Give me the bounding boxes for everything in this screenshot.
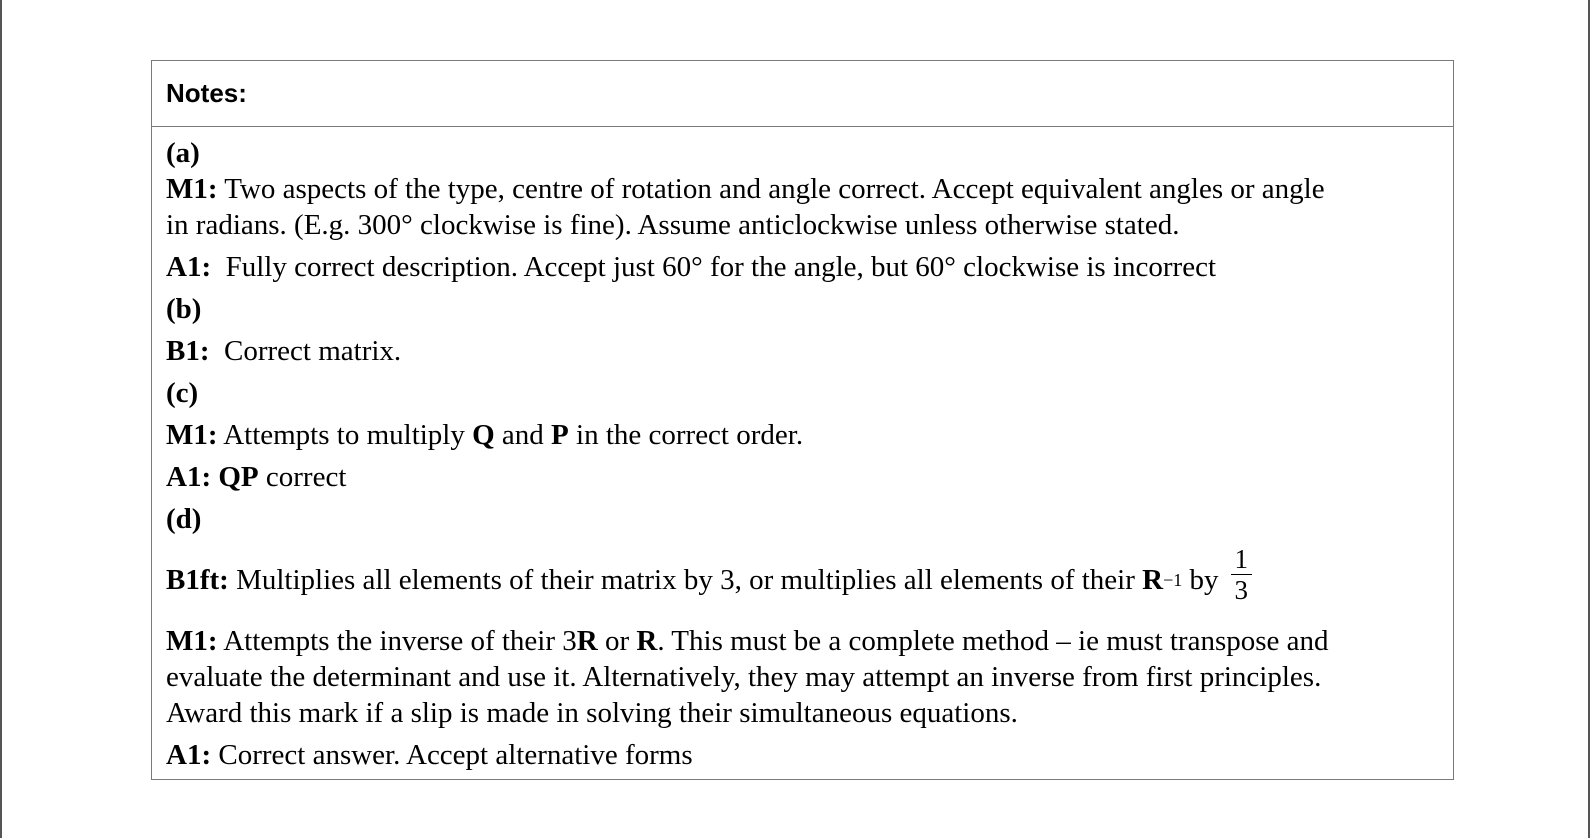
matrix-r: R (576, 625, 598, 657)
note-text: Correct answer. Accept alternative forms (218, 739, 693, 771)
part-b-label: (b) (166, 293, 202, 325)
mark-code: M1: (166, 625, 218, 657)
note-text: Correct matrix. (224, 335, 402, 367)
part-c-m1 (166, 417, 1439, 453)
note-text: Multiplies all elements of their matrix by 3, or multiplies all elements of their (236, 564, 1135, 596)
note-text: correct (265, 461, 347, 493)
part-c-a1 (166, 459, 1439, 495)
mark-code: A1: (166, 251, 212, 283)
note-text: and (501, 419, 544, 451)
note-text: Two aspects of the type, centre of rotation and angle correct. Accept equivalent angles or angle (224, 173, 1325, 205)
mark-code: A1: (166, 739, 212, 771)
mark-code: A1: (166, 461, 212, 493)
page-edge-left (0, 0, 2, 838)
note-text: Attempts to multiply (223, 419, 465, 451)
part-b-b1 (166, 333, 1439, 369)
part-a-m1 (166, 171, 1439, 207)
notes-table (151, 60, 1454, 780)
mark-code: B1ft: (166, 564, 229, 596)
part-a-m1-cont: in radians. (E.g. 300° clockwise is fine). Assume anticlockwise unless otherwise stated. (166, 209, 1180, 241)
fraction-one-third (1231, 544, 1253, 605)
notes-body (152, 127, 1453, 779)
fraction-denominator: 3 (1234, 574, 1248, 605)
part-d-m1-cont-1: evaluate the determinant and use it. Alternatively, they may attempt an inverse from first principles. (166, 661, 1322, 693)
part-d-label: (d) (166, 503, 202, 535)
part-d-a1 (166, 737, 1439, 773)
matrix-r: R (1142, 564, 1164, 596)
note-text: Fully correct description. Accept just 60° for the angle, but 60° clockwise is incorrect (225, 251, 1216, 283)
mark-code: B1: (166, 335, 210, 367)
note-text: by (1189, 564, 1219, 596)
matrix-r: R (636, 625, 658, 657)
part-d-b1ft: B1ft: Multiplies all elements of their matrix by 3, or multiplies all elements of their R −1 by $\frac{1}{3}$ (166, 543, 1439, 617)
matrix-p: P (551, 419, 569, 451)
matrix-q: Q (472, 419, 495, 451)
note-text: or (604, 625, 630, 657)
part-a-a1 (166, 249, 1439, 285)
note-text: . This must be a complete method – ie must transpose and (657, 625, 1329, 657)
part-d-m1-cont-2: Award this mark if a slip is made in solving their simultaneous equations. (166, 697, 1018, 729)
part-a-label: (a) (166, 137, 200, 169)
note-text: in the correct order. (576, 419, 804, 451)
part-c-label: (c) (166, 377, 199, 409)
notes-title: Notes: (152, 61, 1453, 127)
mark-code: M1: (166, 419, 218, 451)
note-text: Attempts the inverse of their 3 (223, 625, 577, 657)
matrix-qp: QP (218, 461, 259, 493)
fraction-numerator: 1 (1231, 544, 1253, 575)
part-d-m1 (166, 623, 1439, 659)
mark-code: M1: (166, 173, 218, 205)
